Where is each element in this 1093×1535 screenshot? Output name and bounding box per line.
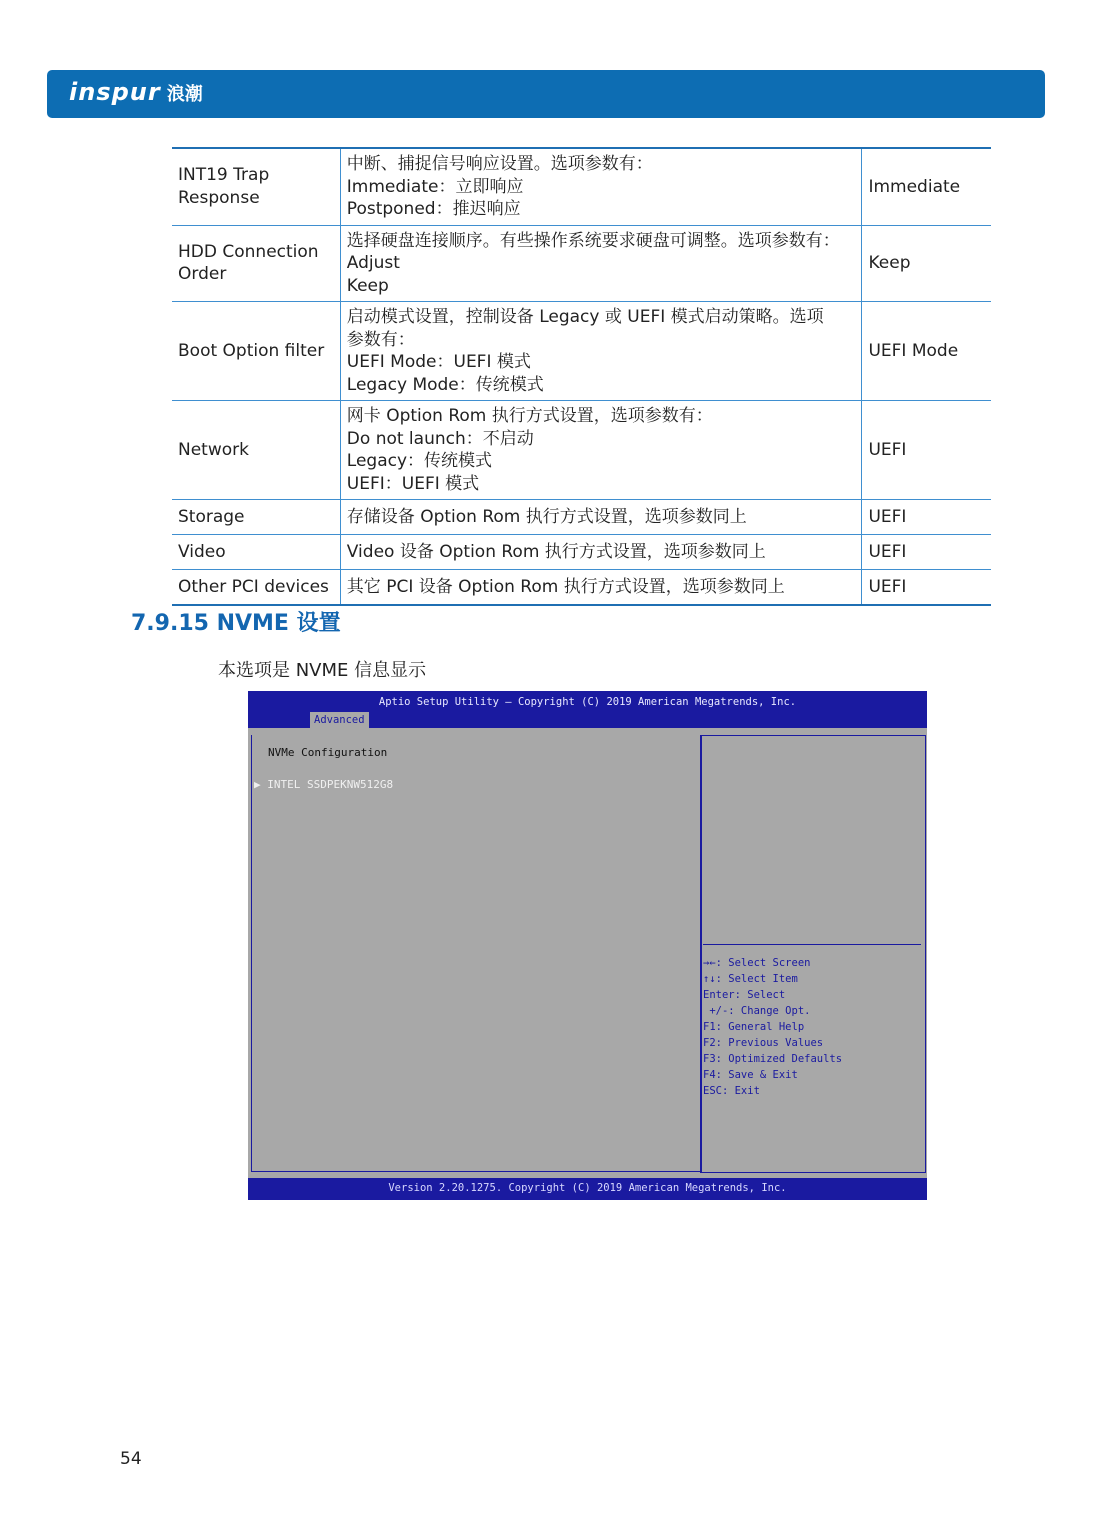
logo-text-cn: 浪潮	[166, 84, 203, 105]
param-default: UEFI	[862, 570, 991, 605]
section-intro: 本选项是 NVME 信息显示	[218, 660, 427, 681]
page-number: 54	[120, 1449, 142, 1469]
param-name: Storage	[172, 500, 340, 535]
description-line: Postponed：推迟响应	[346, 199, 521, 219]
description-line: Do not launch：不启动	[346, 428, 534, 449]
bios-title: Aptio Setup Utility – Copyright (C) 2019 American Megatrends, Inc.	[378, 696, 797, 708]
param-description	[340, 401, 862, 500]
param-default: UEFI Mode	[862, 302, 991, 401]
param-default: Keep	[862, 225, 991, 302]
description-line: UEFI：UEFI 模式	[346, 473, 480, 494]
section-title: 7.9.15 NVME 设置	[131, 611, 341, 636]
table-row	[172, 535, 991, 570]
param-name: INT19 Trap Response	[172, 148, 340, 225]
bios-help-line: ESC: Exit	[703, 1085, 760, 1097]
bios-help-line: +/-: Change Opt.	[703, 1005, 811, 1017]
param-description	[340, 535, 862, 570]
bios-footer-bar	[248, 1178, 927, 1200]
description-line: Video 设备 Option Rom 执行方式设置，选项参数同上	[346, 541, 766, 562]
header-banner	[47, 70, 1045, 118]
param-description	[340, 225, 862, 302]
description-line: Immediate：立即响应	[346, 176, 524, 197]
description-line: 选择硬盘连接顺序。有些操作系统要求硬盘可调整。选项参数有：	[346, 230, 840, 251]
description-line: Legacy：传统模式	[346, 451, 493, 471]
param-name: Network	[172, 401, 340, 500]
description-line: 启动模式设置，控制设备 Legacy 或 UEFI 模式启动策略。选项	[346, 307, 824, 327]
table-row	[172, 401, 991, 500]
description-line: 参数有：	[346, 329, 415, 350]
inspur-logo	[69, 78, 203, 106]
parameter-table-body	[172, 148, 991, 605]
table-row	[172, 225, 991, 302]
description-line: 其它 PCI 设备 Option Rom 执行方式设置，选项参数同上	[346, 576, 785, 597]
bios-help-line: F4: Save & Exit	[703, 1069, 798, 1081]
bios-heading: NVMe Configuration	[268, 746, 388, 759]
param-name: Video	[172, 535, 340, 570]
bios-screenshot	[248, 691, 927, 1200]
description-line: 网卡 Option Rom 执行方式设置，选项参数有：	[346, 406, 713, 426]
table-row	[172, 148, 991, 225]
bios-main-panel	[251, 735, 701, 1172]
bios-tab-advanced: Advanced	[310, 712, 369, 728]
param-default: Immediate	[862, 148, 991, 225]
logo-text-en: inspur	[69, 78, 161, 106]
bios-nvme-item: ▶ INTEL SSDPEKNW512G8	[254, 778, 394, 791]
bios-version: Version 2.20.1275. Copyright (C) 2019 American Megatrends, Inc.	[388, 1182, 787, 1194]
table-row	[172, 570, 991, 605]
param-description	[340, 148, 862, 225]
param-name: Other PCI devices	[172, 570, 340, 605]
param-description	[340, 500, 862, 535]
bios-title-bar	[248, 691, 927, 728]
description-line: Keep	[346, 275, 389, 296]
description-line: UEFI Mode：UEFI 模式	[346, 352, 531, 372]
bios-help-text	[703, 955, 842, 1099]
table-row	[172, 500, 991, 535]
bios-help-line: ↑↓: Select Item	[703, 973, 798, 985]
parameter-table	[172, 147, 991, 606]
bios-help-line: F3: Optimized Defaults	[703, 1053, 843, 1065]
bios-help-divider	[703, 944, 921, 945]
description-line: 存储设备 Option Rom 执行方式设置，选项参数同上	[346, 506, 747, 527]
bios-help-line: Enter: Select	[703, 989, 786, 1001]
param-description	[340, 570, 862, 605]
description-line: Legacy Mode：传统模式	[346, 374, 544, 395]
bios-help-line: F1: General Help	[703, 1021, 805, 1033]
param-default: UEFI	[862, 500, 991, 535]
description-line: 中断、捕捉信号响应设置。选项参数有：	[346, 154, 653, 174]
param-default: UEFI	[862, 535, 991, 570]
param-name: HDD Connection Order	[172, 225, 340, 302]
table-row	[172, 302, 991, 401]
bios-help-line: →←: Select Screen	[703, 957, 811, 969]
param-description	[340, 302, 862, 401]
bios-help-line: F2: Previous Values	[703, 1037, 824, 1049]
param-default: UEFI	[862, 401, 991, 500]
bios-help-panel	[700, 735, 926, 1173]
description-line: Adjust	[346, 253, 400, 273]
param-name: Boot Option filter	[172, 302, 340, 401]
